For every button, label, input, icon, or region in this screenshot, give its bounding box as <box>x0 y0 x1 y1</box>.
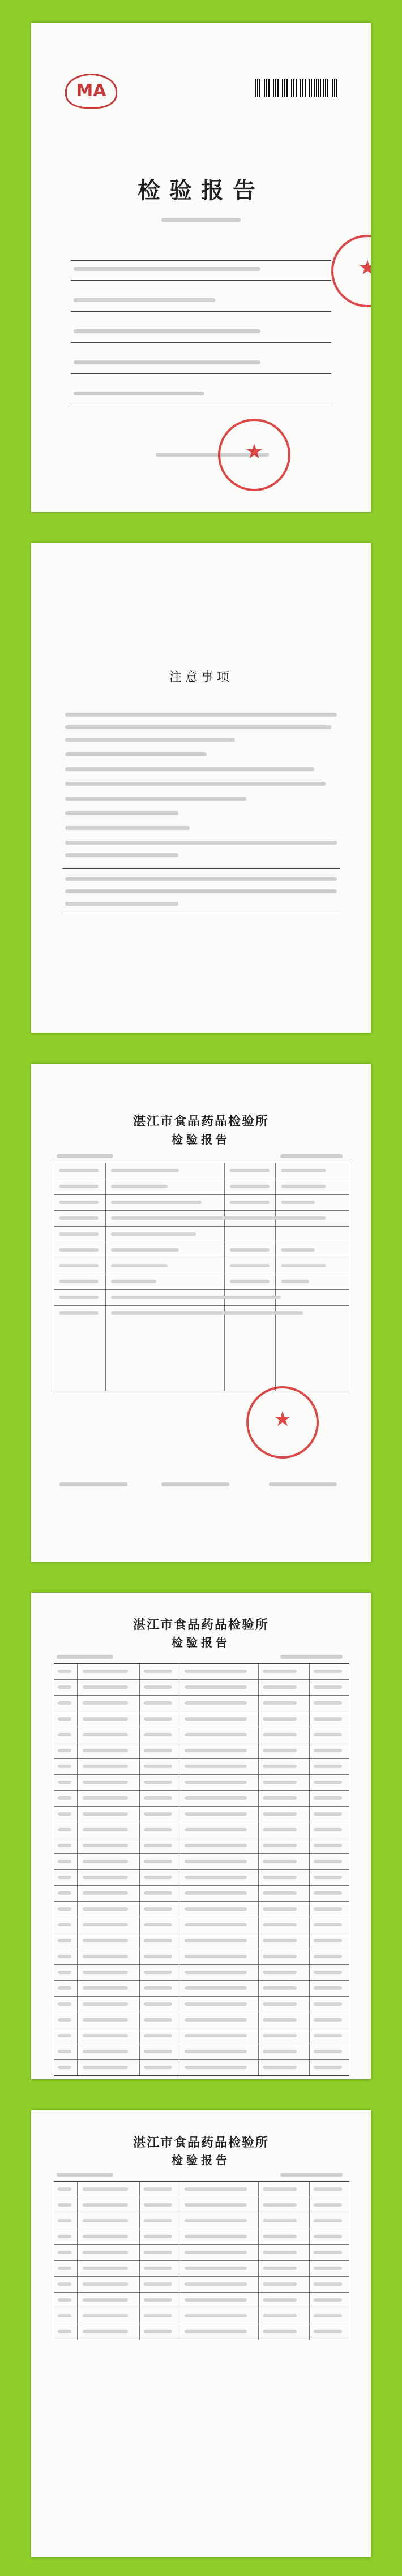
official-seal-icon <box>331 235 371 307</box>
divider <box>71 342 331 343</box>
note-placeholder <box>65 853 178 857</box>
table-row <box>54 2277 349 2293</box>
table-row <box>54 1997 349 2012</box>
table-row <box>54 1854 349 1870</box>
sample-info-table <box>54 1163 349 1391</box>
table-row <box>54 1179 349 1195</box>
table-row <box>54 1290 349 1306</box>
report-title: 检验报告 <box>172 1636 230 1649</box>
report-page-1 <box>31 1064 371 1562</box>
table-row <box>54 1886 349 1902</box>
table-row <box>54 1242 349 1258</box>
table-row <box>54 1791 349 1807</box>
org-name: 湛江市食品药品检验所 <box>132 1618 269 1632</box>
note-placeholder <box>65 767 314 771</box>
report-title: 检验报告 <box>172 1133 230 1146</box>
table-row <box>54 1838 349 1854</box>
table-row <box>54 2245 349 2261</box>
table-row <box>54 1258 349 1274</box>
note-placeholder <box>65 841 337 845</box>
table-row <box>54 1949 349 1965</box>
field-placeholder <box>74 329 260 333</box>
table-row <box>54 2060 349 2075</box>
results-table <box>54 2181 349 2340</box>
signature-placeholder <box>59 1482 127 1486</box>
table-row <box>54 2324 349 2340</box>
barcode-icon <box>255 79 340 97</box>
cover-title: 检验报告 <box>138 177 264 204</box>
table-row <box>54 1163 349 1179</box>
report-cover-page <box>31 23 371 512</box>
report-number-placeholder <box>57 1655 113 1659</box>
note-placeholder <box>65 738 235 742</box>
note-placeholder <box>65 752 207 756</box>
field-placeholder <box>74 360 260 364</box>
note-placeholder <box>65 725 331 729</box>
divider <box>71 260 331 261</box>
report-page-2 <box>31 1593 371 2079</box>
table-row <box>54 2197 349 2213</box>
notes-title: 注意事项 <box>169 670 233 685</box>
divider <box>71 311 331 312</box>
field-placeholder <box>74 392 204 395</box>
table-row <box>54 1711 349 1727</box>
divider <box>71 280 331 281</box>
page-number-placeholder <box>280 2173 343 2177</box>
table-row <box>54 1870 349 1886</box>
table-row <box>54 1727 349 1743</box>
table-row <box>54 1759 349 1775</box>
table-row <box>54 1981 349 1997</box>
table-row <box>54 1211 349 1227</box>
table-row <box>54 1680 349 1696</box>
table-row <box>54 2028 349 2044</box>
table-row <box>54 2044 349 2060</box>
divider <box>71 373 331 374</box>
table-row <box>54 2213 349 2229</box>
field-placeholder <box>74 267 260 271</box>
report-title: 检验报告 <box>172 2153 230 2167</box>
page-number-placeholder <box>280 1154 343 1158</box>
note-placeholder <box>65 811 178 815</box>
contact-placeholder <box>65 902 178 906</box>
note-placeholder <box>65 713 337 717</box>
notes-page <box>31 543 371 1033</box>
table-row <box>54 1306 349 1391</box>
table-row <box>54 1664 349 1680</box>
report-number-placeholder <box>161 218 241 222</box>
table-row <box>54 2182 349 2197</box>
table-row <box>54 1933 349 1949</box>
signature-placeholder <box>161 1482 229 1486</box>
note-placeholder <box>65 797 246 801</box>
divider <box>62 868 340 869</box>
table-row <box>54 1917 349 1933</box>
field-placeholder <box>74 298 215 302</box>
note-placeholder <box>65 826 190 830</box>
org-name: 湛江市食品药品检验所 <box>132 1114 269 1129</box>
table-row <box>54 1274 349 1290</box>
official-seal-icon <box>218 419 290 491</box>
table-row <box>54 2012 349 2028</box>
contact-placeholder <box>65 877 337 881</box>
table-row <box>54 1743 349 1759</box>
report-number-placeholder <box>57 1154 113 1158</box>
official-seal-icon <box>246 1386 319 1459</box>
table-row <box>54 1775 349 1791</box>
table-row <box>54 2308 349 2324</box>
table-row <box>54 2261 349 2277</box>
report-page-3 <box>31 2110 371 2557</box>
contact-placeholder <box>65 889 337 893</box>
report-number-placeholder <box>57 2173 113 2177</box>
signature-placeholder <box>269 1482 337 1486</box>
table-row <box>54 1965 349 1981</box>
table-row <box>54 1227 349 1242</box>
table-row <box>54 1822 349 1838</box>
cma-logo-icon: MA <box>65 74 117 109</box>
org-name: 湛江市食品药品检验所 <box>132 2135 269 2150</box>
page-number-placeholder <box>280 1655 343 1659</box>
results-table <box>54 1663 349 2076</box>
table-row <box>54 1807 349 1822</box>
table-row <box>54 2229 349 2245</box>
table-row <box>54 1696 349 1711</box>
table-row <box>54 2293 349 2308</box>
table-row <box>54 1902 349 1917</box>
table-row <box>54 1195 349 1211</box>
note-placeholder <box>65 782 326 786</box>
